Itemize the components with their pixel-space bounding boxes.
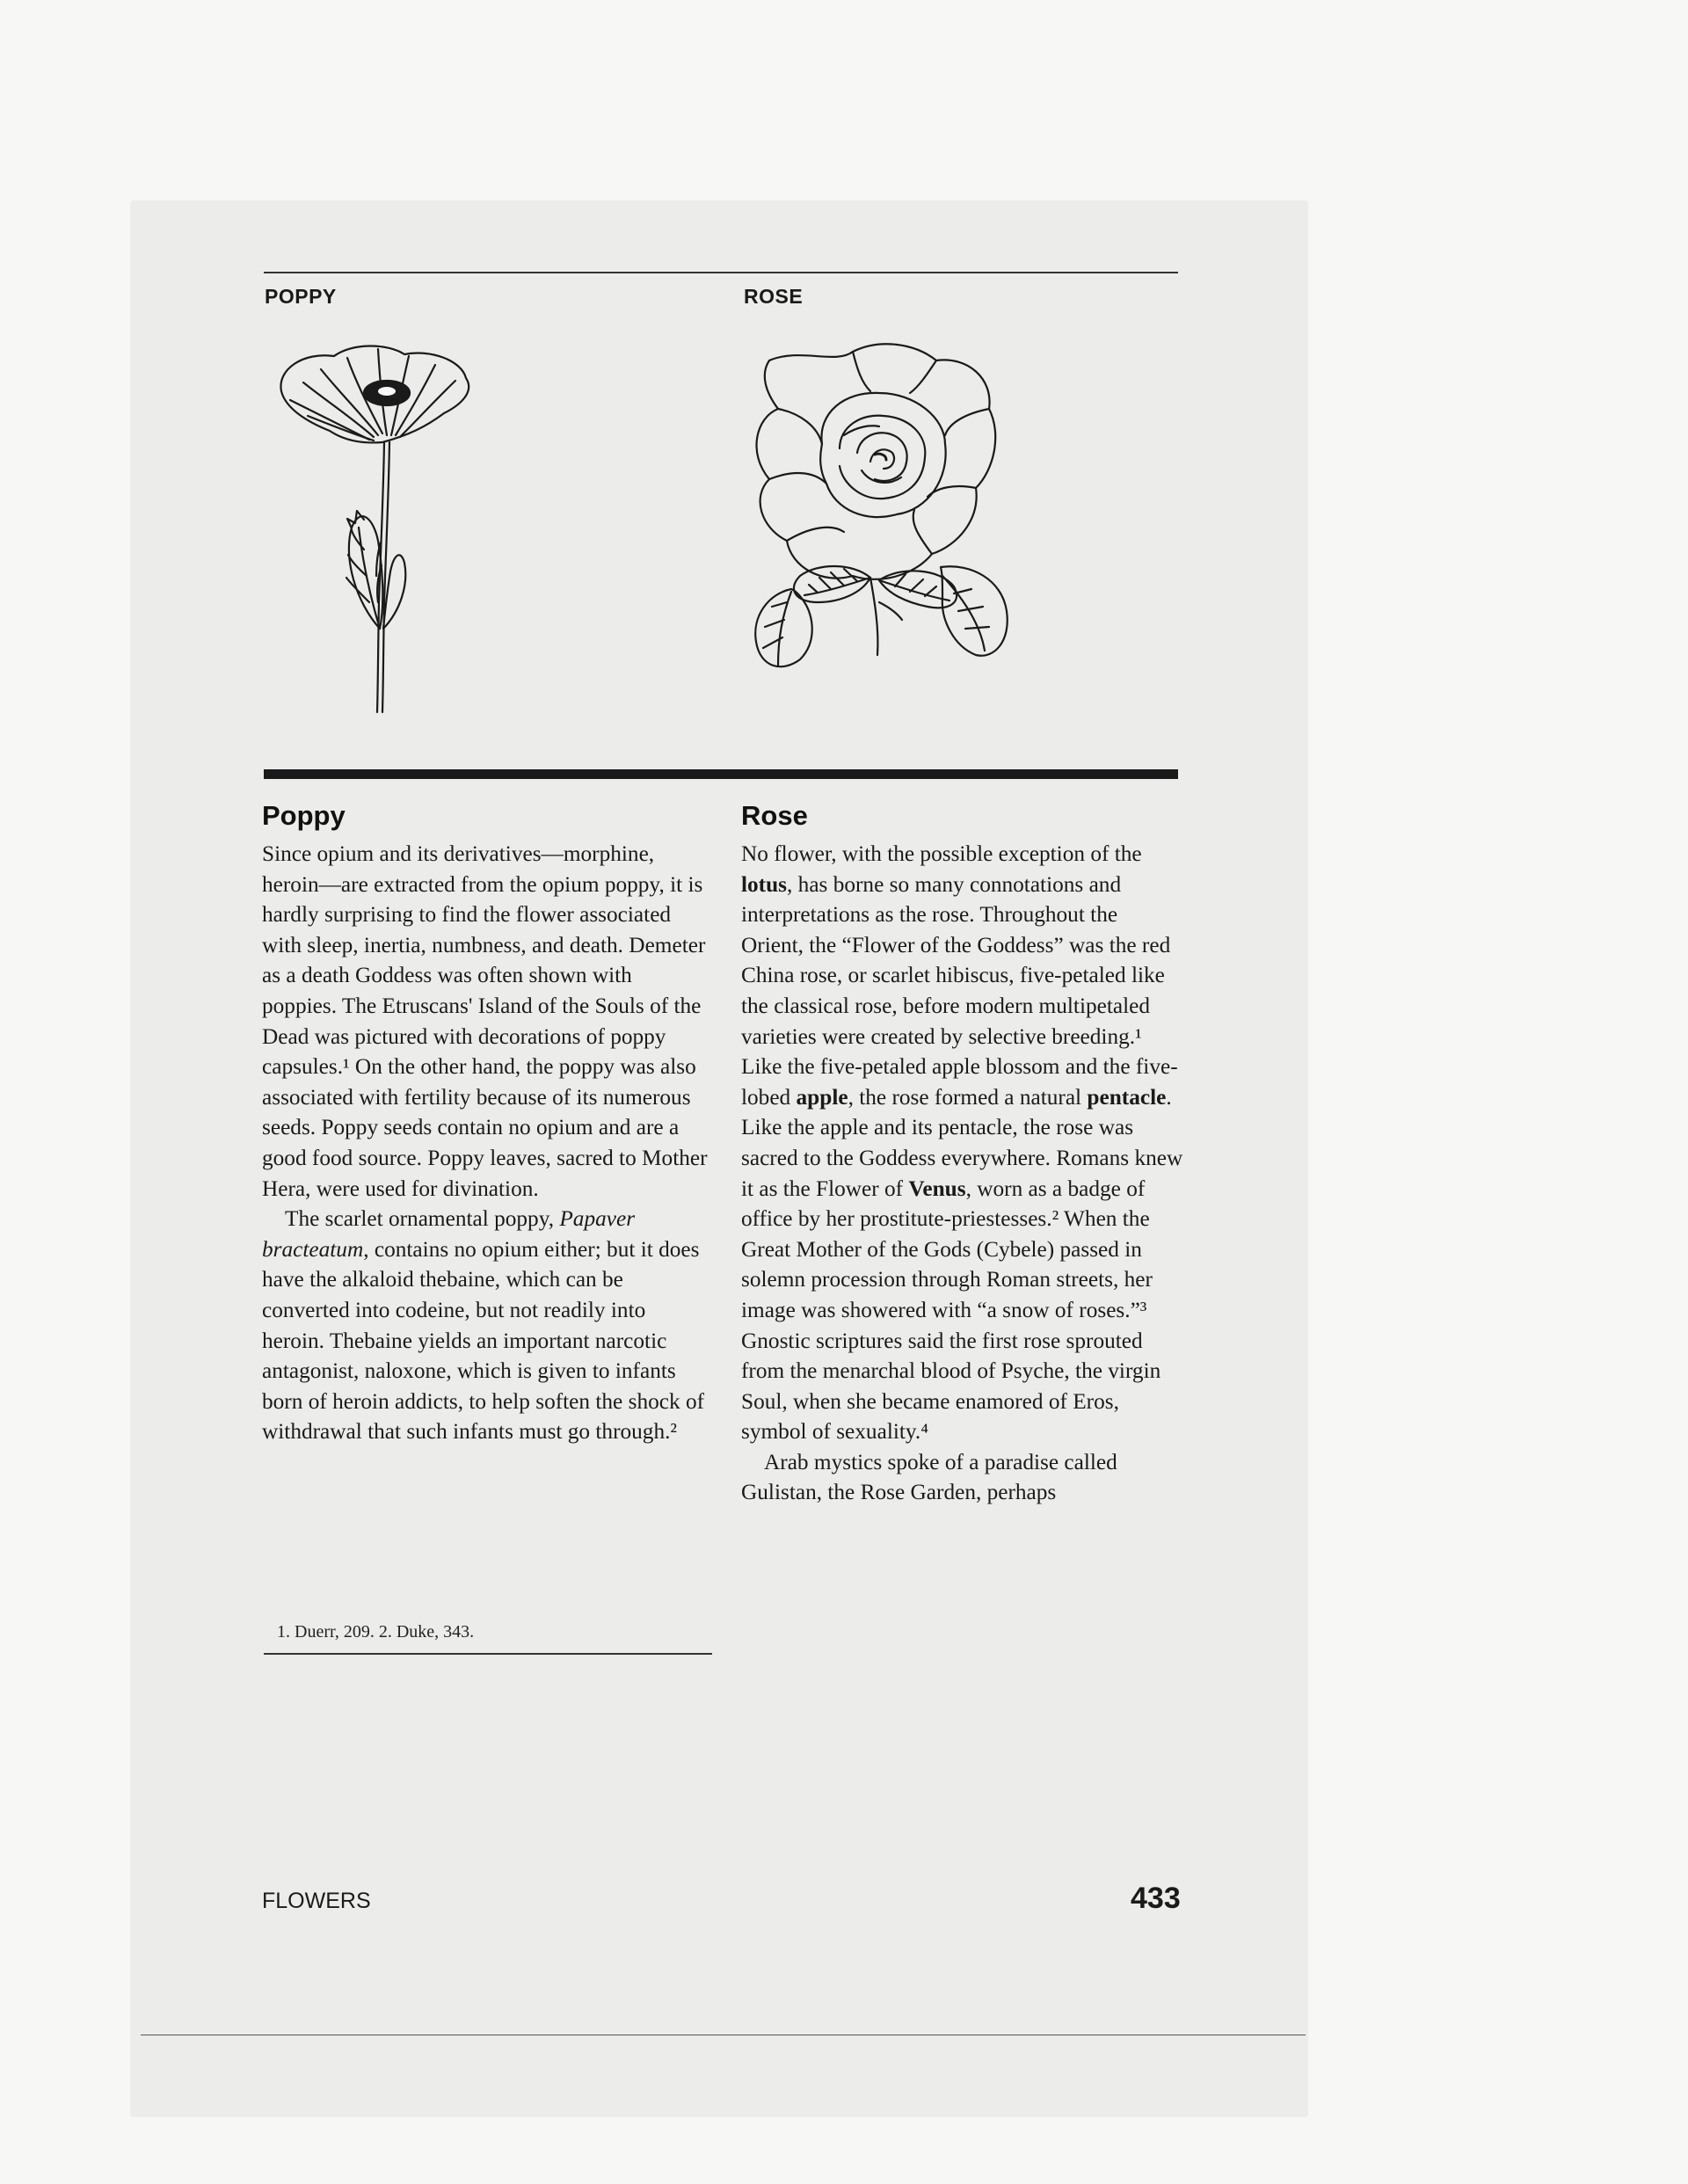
poppy-paragraph-2: The scarlet ornamental poppy, Papaver bracteatum, contains no opium either; but it does have the alkaloid thebaine, which can be converted into codeine, but not readily into heroin. Thebaine yields an important narcotic antagonist, naloxone, which is given to infants born of heroin addicts, to help soften the shock of withdrawal that such infants must go through.² [262, 1206, 705, 1445]
poppy-illustration [255, 339, 492, 717]
rose-illustration [738, 339, 1020, 699]
poppy-footnotes: 1. Duerr, 209. 2. Duke, 343. [277, 1622, 475, 1642]
footnote-rule [264, 1653, 712, 1655]
poppy-figure-label: POPPY [265, 285, 337, 308]
cross-ref-lotus: lotus [741, 871, 788, 897]
top-rule [264, 272, 1178, 273]
rose-heading: Rose [741, 800, 808, 831]
rose-paragraph-1: No flower, with the possible exception of the lotus, has borne so many connotations and interpretations as the rose. Throughout the Orient, the “Flower of the Goddess” was the red China rose, or scarlet hibiscus, five-petaled like the classical rose, before modern multipetaled varieties were created by selective breeding.¹ Like the five-petaled apple blossom and the five-lobed apple, the rose formed a natural pentacle. Like the apple and its pentacle, the rose was sacred to the Goddess everywhere. Romans knew it as the Flower of Venus, worn as a badge of office by her prostitute-priestesses.² When the Great Mother of the Gods (Cybele) passed in solemn procession through Roman streets, her image was showered with “a snow of roses.”³ Gnostic scriptures said the first rose sprouted from the menarchal blood of Psyche, the virgin Soul, when she became enamored of Eros, symbol of sexuality.⁴ [741, 841, 1183, 1445]
footer-section-name: FLOWERS [262, 1889, 371, 1913]
poppy-heading: Poppy [262, 800, 346, 831]
cross-ref-apple: apple [796, 1084, 848, 1110]
section-rule [264, 769, 1178, 779]
page-number: 433 [1131, 1882, 1181, 1915]
poppy-column [262, 800, 712, 1447]
poppy-paragraph-1: Since opium and its derivatives—morphine, heroin—are extracted from the opium poppy, it is hardly surprising to find the flower associated with sleep, inertia, numbness, and death. Demeter as a death Goddess was often shown with poppies. The Etruscans' Island of the Souls of the Dead was pictured with decorations of poppy capsules.¹ On the other hand, the poppy was also associated with fertility because of its numerous seeds. Poppy seeds contain no opium and are a good food source. Poppy leaves, sacred to Mother Hera, were used for divination. [262, 841, 708, 1201]
rose-column [741, 800, 1185, 1508]
species-name: Papaver bracteatum [262, 1206, 636, 1262]
cross-ref-pentacle: pentacle [1087, 1084, 1167, 1110]
rose-paragraph-2: Arab mystics spoke of a paradise called Gulistan, the Rose Garden, perhaps [741, 1449, 1117, 1505]
rose-figure-label: ROSE [744, 285, 804, 308]
cross-ref-venus: Venus [908, 1176, 966, 1201]
